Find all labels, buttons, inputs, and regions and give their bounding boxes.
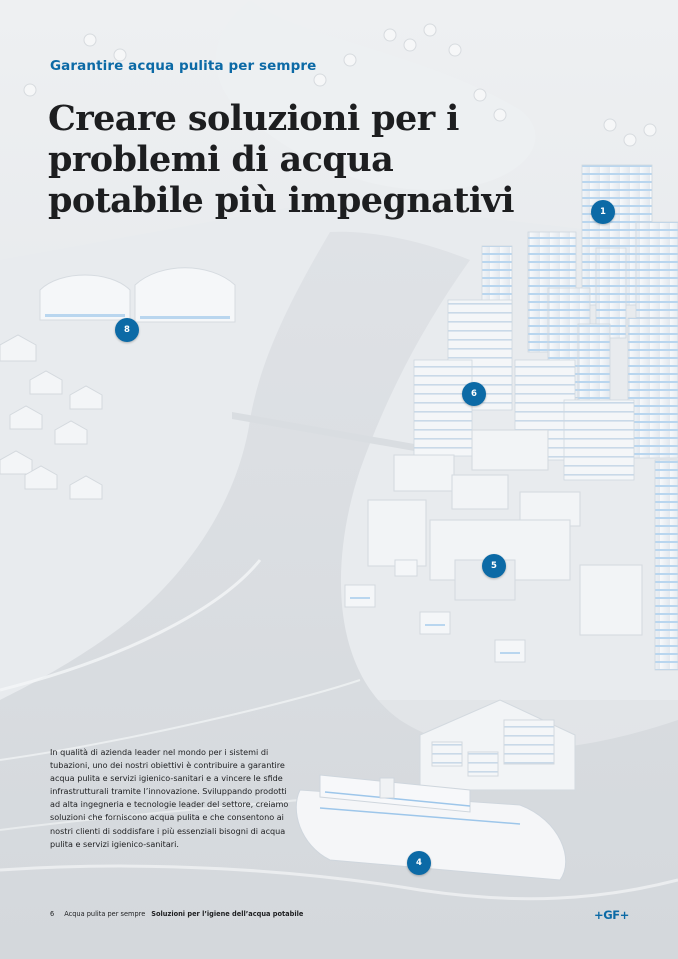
intro-paragraph: In qualità di azienda leader nel mondo per i sistemi di tubazioni, uno dei nostri obiettivi è contribuire a garantire acqua pulita e servizi igienico-sanitari e a vincere le sfide infrastrutturali tramite l’innovazione. Sviluppando prodotti ad alta ingegneria e tecnologie leader del settore, creiamo soluzioni che forniscono acqua pulita e che consentono ai nostri clienti di soddisfare i più essenziali bisogni di acqua pulita e servizi igienico-sanitari. xyxy=(50,747,289,849)
page-title: Creare soluzioni per i problemi di acqua potabile più impegnativi xyxy=(48,98,514,221)
map-marker-5[interactable]: 5 xyxy=(482,554,506,578)
gf-logo: +GF+ xyxy=(594,908,629,922)
map-marker-4[interactable]: 4 xyxy=(407,851,431,875)
page-footer xyxy=(50,910,303,918)
map-marker-1[interactable]: 1 xyxy=(591,200,615,224)
map-marker-8[interactable]: 8 xyxy=(115,318,139,342)
footer-page-title: Soluzioni per l’igiene dell’acqua potabile xyxy=(151,910,304,918)
page-number: 6 xyxy=(50,910,55,918)
map-marker-6[interactable]: 6 xyxy=(462,382,486,406)
footer-section: Acqua pulita per sempre xyxy=(64,910,146,918)
section-eyebrow: Garantire acqua pulita per sempre xyxy=(50,58,317,74)
